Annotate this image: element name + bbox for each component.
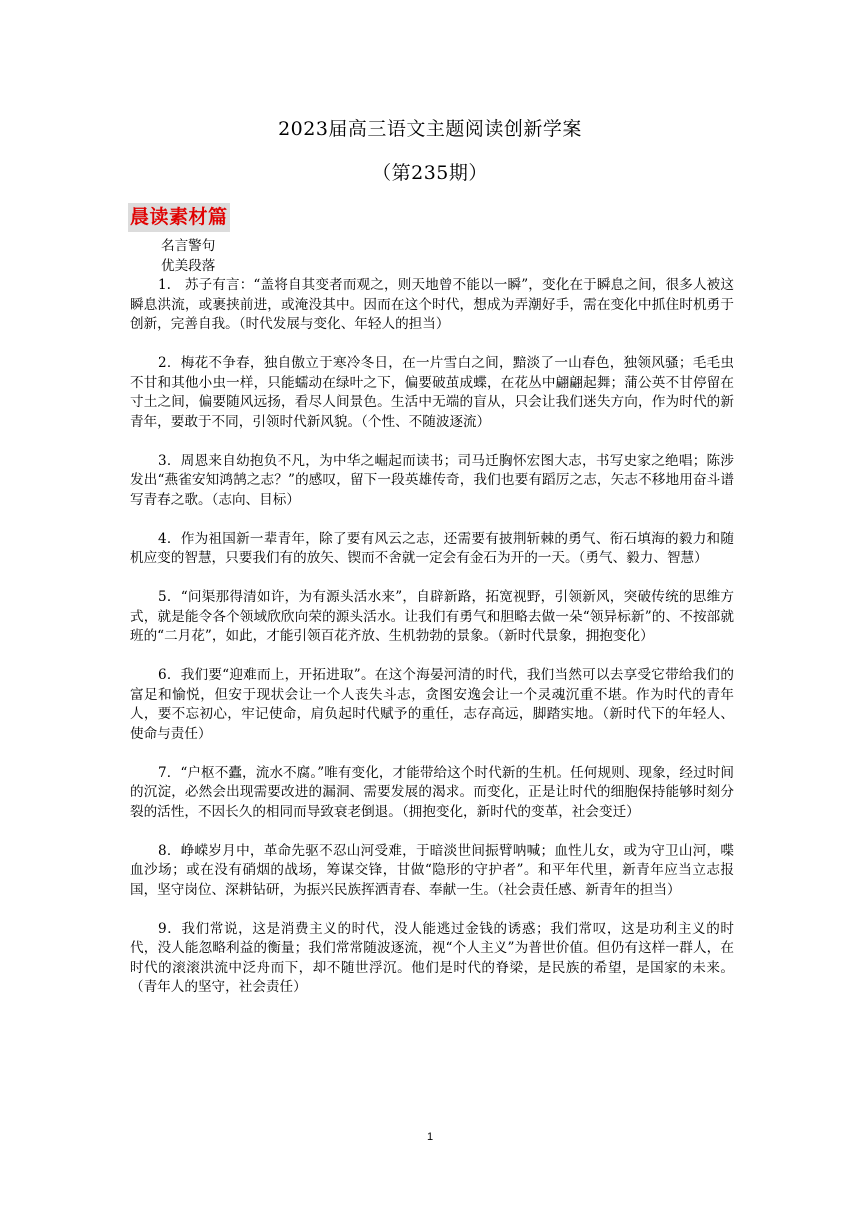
paragraph-6: 6．我们要“迎难而上，开拓进取”。在这个海晏河清的时代，我们当然可以去享受它带给我们的富足和愉悦，但安于现状会让一个人丧失斗志，贪图安逸会让一个灵魂沉重不堪。作为时代的青年人，要不忘初心，牢记使命，肩负起时代赋予的重任，志存高远，脚踏实地。（新时代下的年轻人、使命与责任） <box>130 667 734 742</box>
paragraph-2: 2．梅花不争春，独自傲立于寒冷冬日，在一片雪白之间，黯淡了一山春色，独领风骚；毛毛虫不甘和其他小虫一样，只能蠕动在绿叶之下，偏要破茧成蝶，在花丛中翩翩起舞；蒲公英不甘停留在寸土之间，偏要随风远扬，看尽人间景色。生活中无端的盲从，只会让我们迷失方向，作为时代的新青年，要敢于不同，引领时代新风貌。（个性、不随波逐流） <box>130 355 734 430</box>
issue-number: （第235期） <box>372 162 488 184</box>
paragraph-5: 5．“问渠那得清如许，为有源头活水来”，自辟新路，拓宽视野，引领新风，突破传统的思维方式，就是能令各个领域欣欣向荣的源头活水。让我们有勇气和胆略去做一朵“领异标新”的、不按部就班的“二月花”，如此，才能引领百花齐放、生机勃勃的景象。（新时代景象，拥抱变化） <box>130 589 734 644</box>
content-body <box>130 237 734 1017</box>
subhead-paragraphs: 优美段落 <box>161 257 216 274</box>
subhead-quotes: 名言警句 <box>161 238 216 254</box>
document-title: 2023届高三语文主题阅读创新学案 <box>278 118 582 140</box>
paragraph-1: 1. 苏子有言：“盖将自其变者而观之，则天地曾不能以一瞬”，变化在于瞬息之间，很多人被这瞬息洪流，或裹挟前进，或淹没其中。因而在这个时代，想成为弄潮好手，需在变化中抓住时机勇于创新，完善自我。（时代发展与变化、年轻人的担当） <box>130 277 734 332</box>
paragraph-3: 3．周恩来自幼抱负不凡，为中华之崛起而读书；司马迁胸怀宏图大志，书写史家之绝唱；陈涉发出“燕雀安知鸿鹄之志？”的感叹，留下一段英雄传奇，我们也要有蹈厉之志，矢志不移地用奋斗谱写青春之歌。（志向、目标） <box>130 452 734 508</box>
page-number: 1 <box>426 1131 434 1143</box>
paragraph-9: 9．我们常说，这是消费主义的时代，没人能逃过金钱的诱惑；我们常叹，这是功利主义的时代，没人能忽略利益的衡量；我们常常随波逐流，视“个人主义”为普世价值。但仍有这样一群人，在时代的滚滚洪流中泛舟而下，却不随世浮沉。他们是时代的脊梁，是民族的希望，是国家的未来。（青年人的坚守，社会责任） <box>130 920 734 995</box>
section-heading: 晨读素材篇 <box>128 203 230 232</box>
paragraph-4: 4．作为祖国新一辈青年，除了要有风云之志，还需要有披荆斩棘的勇气、衔石填海的毅力和随机应变的智慧，只要我们有的放矢、锲而不舍就一定会有金石为开的一天。（勇气、毅力、智慧） <box>130 530 734 566</box>
paragraph-7: 7．“户枢不蠹，流水不腐。”唯有变化，才能带给这个时代新的生机。任何规则、现象，经过时间的沉淀，必然会出现需要改进的漏洞、需要发展的渴求。而变化，正是让时代的细胞保持能够时刻分裂的活性，不因长久的相同而导致衰老倒退。（拥抱变化，新时代的变革，社会变迁） <box>130 764 734 820</box>
paragraph-8: 8．峥嵘岁月中，革命先驱不忍山河受难，于暗淡世间振臂呐喊；血性儿女，或为守卫山河，喋血沙场；或在没有硝烟的战场，筹谋交锋，甘做“隐形的守护者”。和平年代里，新青年应当立志报国，坚守岗位、深耕钻研，为振兴民族挥洒青春、奉献一生。（社会责任感、新青年的担当） <box>130 842 734 898</box>
